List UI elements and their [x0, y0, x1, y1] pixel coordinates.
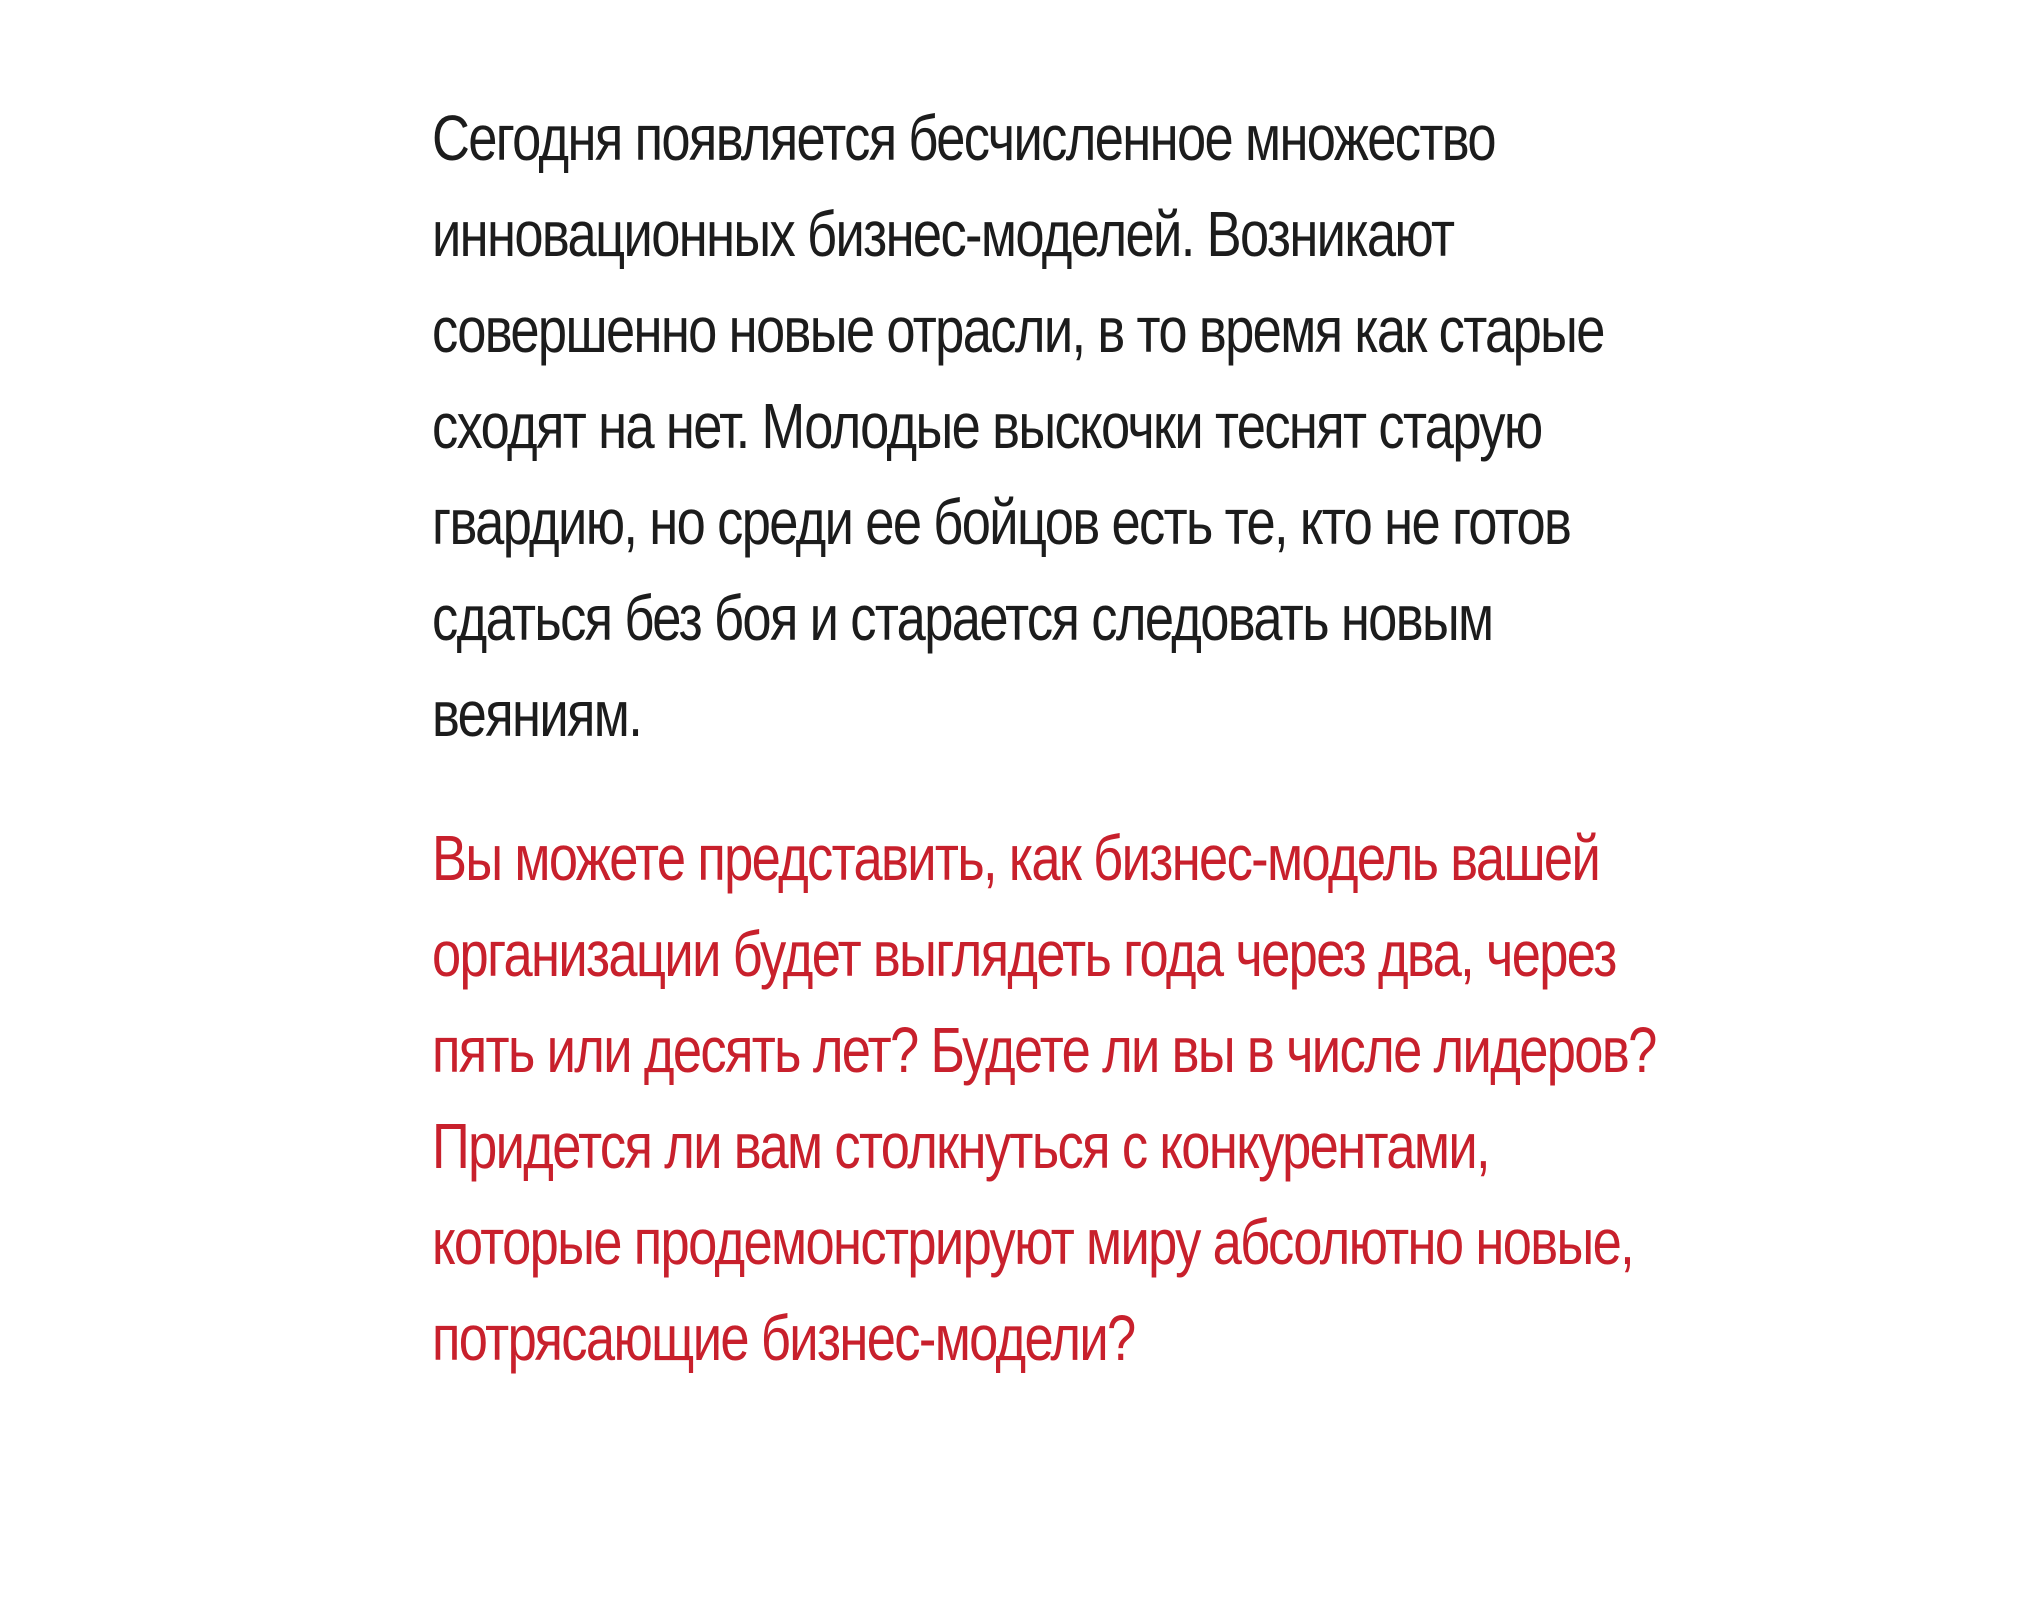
text-line: организации будет выглядеть года через два, через	[432, 918, 1616, 990]
text-line: Сегодня появляется бесчисленное множество	[432, 102, 1495, 174]
text-line: которые продемонстрируют миру абсолютно новые,	[432, 1206, 1634, 1278]
text-line: потрясающие бизнес-модели?	[432, 1302, 1135, 1374]
text-line: гвардию, но среди ее бойцов есть те, кто не готов	[432, 486, 1571, 558]
text-line: Придется ли вам столкнуться с конкурентами,	[432, 1110, 1489, 1182]
text-line: сдаться без боя и старается следовать новым	[432, 582, 1493, 654]
highlight-paragraph	[432, 810, 1656, 1386]
text-line: веяниям.	[432, 678, 642, 750]
text-line: инновационных бизнес-моделей. Возникают	[432, 198, 1454, 270]
body-paragraph	[432, 90, 1604, 762]
text-line: Вы можете представить, как бизнес-модель вашей	[432, 822, 1600, 894]
text-line: совершенно новые отрасли, в то время как старые	[432, 294, 1604, 366]
text-line: сходят на нет. Молодые выскочки теснят старую	[432, 390, 1542, 462]
text-line: пять или десять лет? Будете ли вы в числе лидеров?	[432, 1014, 1656, 1086]
